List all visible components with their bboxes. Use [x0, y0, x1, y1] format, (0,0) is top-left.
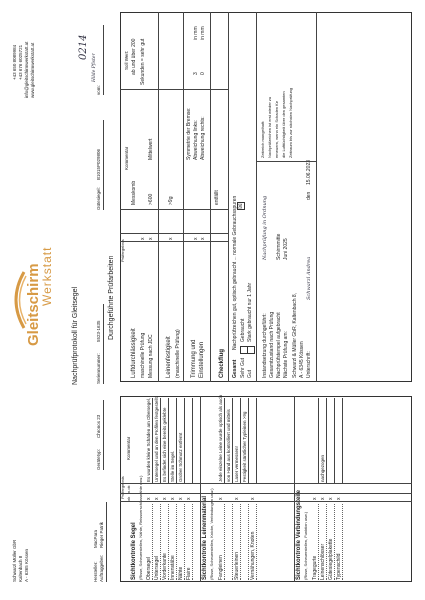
sign-left-1: Gesamtzustand nach Prüfung: [269, 311, 275, 378]
row-label: Gütesiegelplakette: [328, 538, 334, 580]
row-mark: x: [170, 497, 176, 500]
row-comment: Jede einzelne Leine wurde optisch als auch: [218, 394, 223, 482]
trim-mark-1: x: [193, 237, 199, 240]
trim-right-value: 0: [200, 72, 206, 75]
trim-right-unit: in mm: [200, 26, 206, 40]
summary-title: Gesamt: [232, 359, 238, 378]
row-comment: Es wurden kleine Schäden am Obersegel,: [146, 397, 151, 482]
row-mark: x: [320, 497, 326, 500]
row-mark: x: [312, 497, 318, 500]
row-mark: x: [154, 497, 160, 500]
row-comment: von Hand aus kontrolliert und mittels: [226, 409, 231, 482]
row-label: Tragegurte: [312, 555, 318, 580]
summary-checkbox-selected[interactable]: ☒: [238, 203, 244, 209]
right-note-5: Zeitraum bis zur nächsten Nachprüfung: [288, 87, 293, 158]
row-label: Flaire: [186, 567, 192, 580]
row-mark: x: [162, 497, 168, 500]
left-col-kommentar: Kommentar: [126, 436, 131, 460]
right-col-soll: Soll Wert:: [124, 50, 129, 70]
line-strength-value: >9g: [168, 196, 174, 205]
from-value: Hilde Pfister: [92, 53, 97, 82]
company-street: Kaltenbach 8: [18, 555, 23, 582]
section2-title: Sichtkontrolle Leinenmaterial: [202, 495, 208, 580]
company-city: A - 6365 Kössen: [24, 548, 29, 582]
sign-signature-label: Unterschrift:: [306, 351, 312, 378]
right-note-1: Zeitreich mangelhaft:: [260, 120, 265, 158]
right-note-2: Nachprüfzeichen ist erst wieder zu: [267, 96, 272, 158]
checkflight-value: entfällt: [214, 190, 220, 205]
section1-title: Sichtkontrolle Segel: [131, 522, 137, 580]
row-comment: Es befindet sich eine bereits geklebte: [162, 407, 167, 482]
sign-addr-2: A - 6345 Kössen: [299, 341, 305, 378]
row-comment: Laser vermessen!: [234, 446, 239, 482]
row-mark: x: [250, 497, 256, 500]
row-label: Vernähungen, Knoten: [250, 531, 256, 580]
row-mark: x: [146, 497, 152, 500]
section2-sub: (Risse, Scheuerstellen, Knicke, Verbindungen usw.): [209, 488, 214, 580]
trim-mark-2: x: [200, 237, 206, 240]
handwritten-ok: Nachprüfung in Ordnung: [262, 195, 268, 260]
from-label: vom:: [96, 85, 101, 95]
row-label: Innenstäbe: [170, 555, 176, 580]
handwritten-stamp: 0214: [78, 34, 89, 60]
row-label: Fangleinen: [218, 555, 224, 580]
row-mark: x: [186, 497, 192, 500]
sign-addr-1: Schwarzl & Müller GbR, Kaltenbach 8,: [292, 292, 298, 378]
right-col-pruefergebnis: Prüfergebnis: [120, 239, 125, 262]
air-row1-ref: ab und über 200: [131, 38, 137, 75]
section-subtitle: Durchgeführte Prüfarbeiten: [108, 255, 115, 340]
row-comment: nachgezogen: [320, 454, 325, 482]
section1-sub: (Risse, Scheuerstellen, Nähte, Reissverschlussnähte usw.): [138, 475, 143, 580]
line-strength-row1: (maschinelle Prüfung): [175, 329, 181, 378]
summary-checkbox-2[interactable]: [247, 346, 255, 354]
model-value: Chronos 23: [96, 414, 101, 438]
client-value: Rieger Patrik: [99, 521, 104, 548]
manufacturer-value: MacPara: [93, 529, 98, 548]
row-label: Typenschild: [336, 553, 342, 580]
left-col-pruefergebnis: Prüfergebnis: [120, 476, 125, 499]
serial-value: 5523-1635: [96, 320, 101, 342]
air-row2-unit: Mittelwert: [148, 138, 154, 160]
air-permeability-row1: maschinelle Prüfung: [140, 332, 146, 378]
client-label: Auftraggeber:: [99, 554, 104, 582]
row-mark: x: [328, 497, 334, 500]
section3-sub: (Risse, Scheuerstellen, Funktion usw.): [303, 511, 308, 580]
row-comment: Stelle im Segel.: [170, 450, 175, 482]
section3-title: Sichtkontrolle Verbindungsteile: [296, 489, 302, 580]
line-strength-mark: x: [168, 237, 174, 240]
sign-mid-2: Juni 2025: [283, 238, 289, 260]
seal-label: Gütesiegel:: [96, 187, 101, 210]
row-label: Untersegel: [154, 555, 160, 580]
logo-text-line1: Gleitschirm: [25, 263, 42, 346]
sign-date: 15.06.2023: [306, 159, 312, 185]
air-row2-ref: Sekunden = sehr gut: [140, 38, 146, 85]
manufacturer-label: Hersteller:: [93, 561, 98, 582]
row-mark: x: [336, 497, 342, 500]
trim-left-unit: in mm: [193, 26, 199, 40]
left-col-ok: ok: [126, 496, 131, 501]
seal-value: B1015P029806: [96, 148, 101, 180]
row-label: Obersegel: [146, 556, 152, 580]
trim-title: Trimmung und: [191, 339, 197, 378]
summary-option-3: Gebraucht: [240, 318, 246, 342]
trim-left-value: 3: [193, 72, 199, 75]
row-comment: Grober Schmutz entfernt: [178, 432, 183, 482]
company-web: www.gleitschirmwerkstatt.at: [30, 42, 35, 98]
summary-option-1: Sehr Gut: [240, 357, 246, 378]
row-mark: x: [218, 497, 224, 500]
trim-row: Einstellungen: [199, 341, 205, 378]
company-email: info@gleitschirmwerkstatt.at: [24, 41, 29, 98]
sign-left-title: Instandsetzung durchgeführt:: [262, 313, 268, 378]
air-row2-value: >600: [148, 193, 154, 205]
right-note-3: erneuern, wenn ein Schaden für: [274, 101, 279, 158]
model-label: Gerätetyp:: [96, 448, 101, 470]
air-permeability-row2: Messung nach JDC: [148, 334, 154, 378]
company-name: Schwarzl Müller GbR: [12, 539, 17, 582]
sign-left-3: Nächste Prüfung am:: [283, 331, 289, 378]
row-mark: x: [234, 497, 240, 500]
serial-label: Seriennummer:: [96, 353, 101, 384]
right-col-kommentar: Kommentar: [124, 146, 129, 170]
row-comment: Untersegel und an den Profilen festgestellt.: [154, 395, 159, 482]
air-mark-2: x: [148, 237, 154, 240]
row-label: Steuerleinen: [234, 551, 240, 580]
row-label: Vorderkante: [162, 553, 168, 580]
company-logo: [8, 242, 62, 358]
trim-note: Symmetrie der Bremse:: [186, 107, 192, 160]
sign-signature-value: Schwarzl Andrea: [306, 256, 312, 300]
summary-option-4: Stark gebraucht nur 1 Jahr: [247, 282, 253, 342]
air-row1-value: Messkomb: [131, 180, 137, 205]
row-mark: x: [178, 497, 184, 500]
row-label: Leinenschlösser: [320, 543, 326, 580]
document-title: Nachprüfprotokoll für Gleitsegel: [72, 286, 79, 385]
line-strength-title: Leinenfestigkeit: [166, 336, 172, 378]
sign-left-2: Nachprüfstempel aufgebracht: [276, 312, 282, 378]
sign-date-label: den: [306, 191, 312, 200]
left-col-nok: n.ok: [126, 485, 131, 493]
row-label: Nähte: [178, 566, 184, 580]
summary-option-2: Gut: [247, 369, 253, 378]
summary-text: Nachprüfzeichen gut, optisch gebraucht ... normale Gebrauchsspuren: [232, 195, 238, 350]
trim-right-label: Abweichung rechts:: [200, 116, 206, 160]
company-phone-1: +43 650 8089984: [12, 44, 17, 80]
checkflight-title: Checkflug: [219, 348, 225, 378]
trim-left-label: Abweichung links:: [193, 119, 199, 160]
air-permeability-title: Luftdurchlässigkeit: [131, 328, 137, 378]
row-comment: Festigkeit sämtlicher Typleinen >9g: [242, 411, 247, 482]
logo-text-line2: Werkstatt: [40, 246, 54, 306]
sign-mid-1: Schirmmitte: [276, 233, 282, 260]
company-phone-2: +43 676 6025721: [18, 44, 23, 80]
air-mark-1: x: [140, 237, 146, 240]
right-note-4: die Lufttüchtigkeit über den gesamten: [281, 91, 286, 158]
